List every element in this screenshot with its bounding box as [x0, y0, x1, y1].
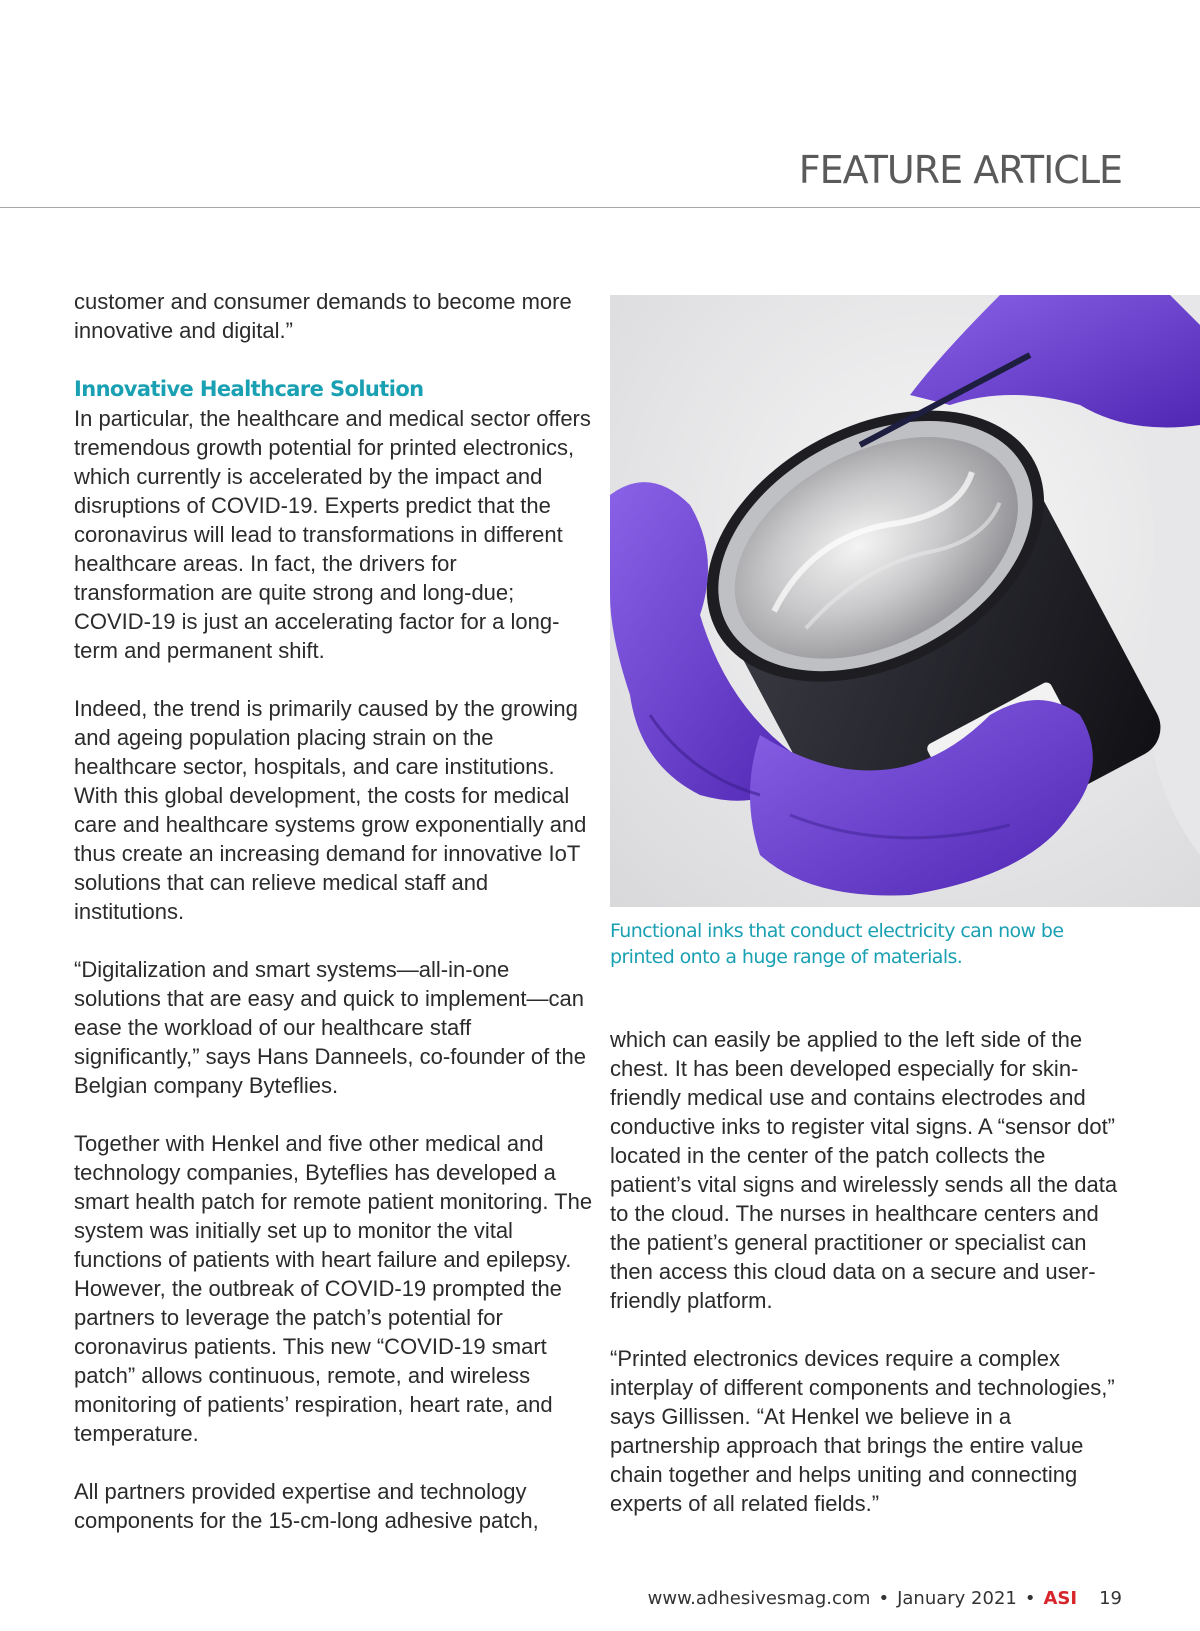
paragraph: Indeed, the trend is primarily caused by the growing and ageing population placing strain on the healthcare sector, hospitals, and care institutions. With this global development, the costs for medical care and healthcare systems grow exponentially and thus create an increasing demand for innovative IoT solutions that can relieve medical staff and institutions. [74, 696, 587, 924]
photo-ink-jar-illustration [610, 295, 1200, 907]
footer-brand: ASI [1043, 1588, 1078, 1609]
page-number: 19 [1099, 1588, 1122, 1609]
paragraph: All partners provided expertise and technology components for the 15-cm-long adhesive patch, [74, 1479, 539, 1533]
header-divider [0, 207, 1200, 208]
photo-caption: Functional inks that conduct electricity can now be printed onto a huge range of materials. [610, 920, 1064, 968]
page-footer [648, 1588, 1122, 1609]
footer-bullet: • [1024, 1588, 1036, 1609]
paragraph: “Digitalization and smart systems—all-in-one solutions that are easy and quick to implement—can ease the workload of our healthcare staff significantly,” says Hans Danneels, co-founder of the Belgian company Byteflies. [74, 957, 586, 1098]
paragraph: “Printed electronics devices require a complex interplay of different components and technologies,” says Gillissen. “At Henkel we believe in a partnership approach that brings the entire value chain together and helps uniting and connecting experts of all related fields.” [610, 1346, 1115, 1516]
subheading: Innovative Healthcare Solution [74, 377, 424, 401]
paragraph-intro: customer and consumer demands to become more innovative and digital.” [74, 289, 572, 343]
footer-bullet: • [878, 1588, 890, 1609]
article-column-left [74, 287, 594, 1535]
footer-date: January 2021 [897, 1588, 1017, 1609]
article-photo [610, 295, 1200, 907]
paragraph: Together with Henkel and five other medical and technology companies, Byteflies has developed a smart health patch for remote patient monitoring. The system was initially set up to monitor the vital functions of patients with heart failure and epilepsy. However, the outbreak of COVID-19 prompted the partners to leverage the patch’s potential for coronavirus patients. This new “COVID-19 smart patch” allows continuous, remote, and wireless monitoring of patients’ respiration, heart rate, and temperature. [74, 1131, 593, 1446]
footer-url: www.adhesivesmag.com [647, 1588, 871, 1609]
paragraph: In particular, the healthcare and medical sector offers tremendous growth potential for printed electronics, which currently is accelerated by the impact and disruptions of COVID-19. Experts predict that the coronavirus will lead to transformations in different healthcare areas. In fact, the drivers for transformation are quite strong and long-due; COVID-19 is just an accelerating factor for a long-term and permanent shift. [74, 406, 591, 663]
article-column-right [610, 1025, 1125, 1518]
section-label: FEATURE ARTICLE [798, 148, 1122, 192]
paragraph: which can easily be applied to the left side of the chest. It has been developed especially for skin-friendly medical use and contains electrodes and conductive inks to register vital signs. A “sensor dot” located in the center of the patch collects the patient’s vital signs and wirelessly sends all the data to the cloud. The nurses in healthcare centers and the patient’s general practitioner or specialist can then access this cloud data on a secure and user-friendly platform. [610, 1027, 1118, 1313]
